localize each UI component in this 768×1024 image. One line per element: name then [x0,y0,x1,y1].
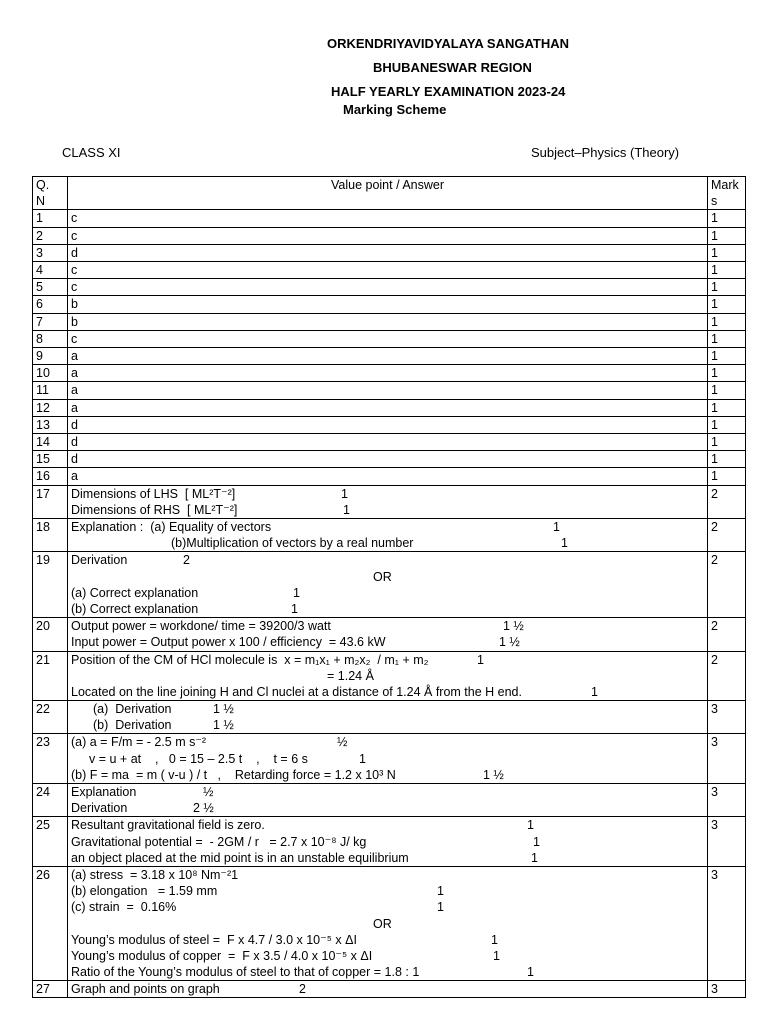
answer-text: 1 [531,850,538,865]
answer-text: Derivation [71,801,128,816]
table-row [33,485,746,518]
table-row [33,519,746,552]
table-row [33,981,746,998]
answer-text: Dimensions of LHS [ ML²T⁻²] [71,486,236,501]
table-row [33,244,746,261]
header-org: ORKENDRIYAVIDYALAYA SANGATHAN [327,36,569,51]
answer-line [71,652,704,668]
answer-text: 1 [359,751,366,766]
marks-cell: 1 [708,296,746,313]
answer-line [71,618,704,634]
answer-cell: d [68,434,708,451]
answer-text: 1 ½ [503,619,524,634]
answer-line [71,899,704,915]
answer-cell: a [68,468,708,485]
answer-text: Graph and points on graph [71,982,220,997]
table-row [33,434,746,451]
question-number: 2 [33,227,68,244]
table-row [33,313,746,330]
answer-text: 1 [553,520,560,535]
answer-text: (a) a = F/m = - 2.5 m s⁻² [71,735,207,750]
answer-text: 1 [437,884,444,899]
header-region: BHUBANESWAR REGION [373,60,532,75]
answer-text: Explanation [71,785,137,800]
answer-text: Explanation : (a) Equality of vectors [71,520,272,535]
answer-text: 1 [493,948,500,963]
answer-cell [68,866,708,980]
answer-text: Gravitational potential = - 2GM / r = 2.7 x 10⁻⁸ J/ kg [71,834,367,849]
answer-cell: a [68,382,708,399]
marks-cell: 3 [708,784,746,817]
marking-scheme-table [32,176,746,998]
question-number: 23 [33,734,68,784]
marks-cell: 1 [708,330,746,347]
answer-text: 1 [561,536,568,551]
question-number: 16 [33,468,68,485]
answer-cell [68,981,708,998]
answer-text: 1 ½ [499,635,520,650]
answer-text: 1 ½ [213,702,234,717]
question-number: 11 [33,382,68,399]
table-row [33,399,746,416]
answer-cell: c [68,330,708,347]
question-number: 12 [33,399,68,416]
answer-text: (c) strain = 0.16% [71,900,177,915]
marks-cell: 3 [708,866,746,980]
answer-line [71,850,704,866]
answer-text: 1 ½ [483,767,504,782]
answer-line [71,684,704,700]
answer-cell [68,651,708,701]
answer-line [71,948,704,964]
answer-text: Output power = workdone/ time = 39200/3 watt [71,619,331,634]
marks-cell: 1 [708,468,746,485]
answer-cell: b [68,313,708,330]
marks-cell: 1 [708,382,746,399]
answer-text: (b)Multiplication of vectors by a real number [171,536,414,551]
answer-text: 1 ½ [213,718,234,733]
question-number: 27 [33,981,68,998]
table-row [33,382,746,399]
answer-text: Input power = Output power x 100 / efficiency = 43.6 kW [71,635,386,650]
answer-cell [68,519,708,552]
table-row [33,262,746,279]
marks-cell: 1 [708,434,746,451]
marks-cell: 1 [708,365,746,382]
question-number: 22 [33,701,68,734]
answer-text: Ratio of the Young’s modulus of steel to that of copper = 1.8 : 1 [71,965,420,980]
answer-line [71,519,704,535]
answer-text: 1 [533,834,540,849]
answer-line [71,535,704,551]
table-header-row [33,177,746,210]
answer-line [71,916,704,932]
question-number: 17 [33,485,68,518]
question-number: 18 [33,519,68,552]
answer-cell: c [68,279,708,296]
marks-cell: 1 [708,227,746,244]
answer-cell: b [68,296,708,313]
marks-cell: 2 [708,485,746,518]
marks-cell: 1 [708,399,746,416]
answer-cell: c [68,227,708,244]
marks-cell: 1 [708,210,746,227]
answer-line [71,502,704,518]
answer-text: Young’s modulus of steel = F x 4.7 / 3.0 x 10⁻⁵ x ΔI [71,932,357,947]
answer-line [71,634,704,650]
answer-text: v = u + at , 0 = 15 – 2.5 t , t = 6 s [89,751,308,766]
answer-line [71,486,704,502]
answer-text: (a) Correct explanation [71,585,199,600]
marks-cell: 1 [708,348,746,365]
answer-line [71,981,704,997]
answer-text: 1 [491,932,498,947]
table-row [33,618,746,651]
answer-text: Resultant gravitational field is zero. [71,818,265,833]
question-number: 7 [33,313,68,330]
answer-text: ½ [203,785,214,800]
marks-cell: 1 [708,262,746,279]
subject-label: Subject–Physics (Theory) [531,145,680,160]
answer-line [71,734,704,750]
answer-line [71,767,704,783]
answer-line [71,817,704,833]
question-number: 14 [33,434,68,451]
answer-text: 1 [341,486,348,501]
answer-text: Young’s modulus of copper = F x 3.5 / 4.0 x 10⁻⁵ x ΔI [71,948,373,963]
answer-line [71,701,704,717]
marks-cell: 1 [708,451,746,468]
answer-line [71,883,704,899]
answer-text: 2 ½ [193,801,214,816]
table-row [33,227,746,244]
table-row [33,651,746,701]
answer-text: 1 [293,585,300,600]
answer-cell [68,552,708,618]
answer-text: 1 [437,900,444,915]
answer-cell [68,734,708,784]
question-number: 15 [33,451,68,468]
table-row [33,701,746,734]
table-row [33,468,746,485]
answer-text: (b) elongation = 1.59 mm [71,884,218,899]
answer-cell: d [68,244,708,261]
marks-cell: 3 [708,734,746,784]
column-header-marks: Mark s [708,177,746,210]
answer-line [71,601,704,617]
question-number: 8 [33,330,68,347]
class-label: CLASS XI [62,145,121,160]
header-marking-scheme: Marking Scheme [343,102,447,117]
answer-text: Derivation [71,553,128,568]
answer-cell: d [68,416,708,433]
answer-text: 2 [299,982,306,997]
answer-line [71,717,704,733]
answer-cell [68,485,708,518]
table-row [33,734,746,784]
answer-line [71,800,704,816]
answer-text: 1 [343,502,350,517]
answer-cell: c [68,262,708,279]
table-row [33,784,746,817]
answer-line [71,932,704,948]
answer-line [71,552,704,568]
answer-cell: c [68,210,708,227]
marks-cell: 3 [708,981,746,998]
answer-text: Position of the CM of HCl molecule is x = m₁x₁ + m₂x₂ / m₁ + m₂ [71,652,429,667]
marks-cell: 2 [708,651,746,701]
answer-cell [68,701,708,734]
answer-text: 1 [527,965,534,980]
question-number: 10 [33,365,68,382]
answer-text: 1 [477,652,484,667]
answer-text: (a) Derivation [93,702,172,717]
table-row [33,817,746,867]
marks-cell: 3 [708,817,746,867]
answer-text: OR [373,916,392,931]
question-number: 6 [33,296,68,313]
marks-cell: 2 [708,552,746,618]
table-row [33,866,746,980]
table-row [33,296,746,313]
answer-text: Dimensions of RHS [ ML²T⁻²] [71,502,238,517]
question-number: 1 [33,210,68,227]
answer-text: ½ [337,735,348,750]
table-row [33,365,746,382]
marks-cell: 1 [708,279,746,296]
answer-cell [68,817,708,867]
header-exam: HALF YEARLY EXAMINATION 2023-24 [331,84,566,99]
answer-line [71,834,704,850]
answer-text: an object placed at the mid point is in an unstable equilibrium [71,850,409,865]
answer-line [71,751,704,767]
marks-cell: 1 [708,313,746,330]
question-number: 5 [33,279,68,296]
answer-text: (a) stress = 3.18 x 10⁸ Nm⁻²1 [71,867,239,882]
table-row [33,330,746,347]
answer-text: (b) F = ma = m ( v-u ) / t , Retarding force = 1.2 x 10³ N [71,767,396,782]
table-row [33,416,746,433]
column-header-qn: Q. N [33,177,68,210]
answer-line [71,668,704,684]
marks-cell: 3 [708,701,746,734]
table-row [33,451,746,468]
answer-text: = 1.24 Å [327,668,374,683]
answer-line [71,585,704,601]
marks-cell: 1 [708,244,746,261]
marks-cell: 2 [708,618,746,651]
marks-cell: 1 [708,416,746,433]
answer-text: 2 [183,553,190,568]
question-number: 13 [33,416,68,433]
table-row [33,552,746,618]
table-row [33,279,746,296]
answer-cell [68,618,708,651]
answer-text: 1 [591,684,598,699]
answer-text: OR [373,569,392,584]
question-number: 24 [33,784,68,817]
answer-line [71,867,704,883]
column-header-answer: Value point / Answer [68,177,708,210]
answer-cell [68,784,708,817]
question-number: 21 [33,651,68,701]
answer-line [71,964,704,980]
table-row [33,210,746,227]
table-row [33,348,746,365]
answer-line [71,569,704,585]
answer-text: Located on the line joining H and Cl nuclei at a distance of 1.24 Å from the H end. [71,684,522,699]
answer-text: (b) Correct explanation [71,601,199,616]
answer-cell: a [68,399,708,416]
question-number: 26 [33,866,68,980]
question-number: 4 [33,262,68,279]
marks-cell: 2 [708,519,746,552]
question-number: 9 [33,348,68,365]
question-number: 20 [33,618,68,651]
answer-text: (b) Derivation [93,718,172,733]
answer-cell: a [68,348,708,365]
answer-cell: a [68,365,708,382]
question-number: 25 [33,817,68,867]
answer-text: 1 [291,601,298,616]
question-number: 3 [33,244,68,261]
question-number: 19 [33,552,68,618]
answer-line [71,784,704,800]
answer-cell: d [68,451,708,468]
answer-text: 1 [527,818,534,833]
